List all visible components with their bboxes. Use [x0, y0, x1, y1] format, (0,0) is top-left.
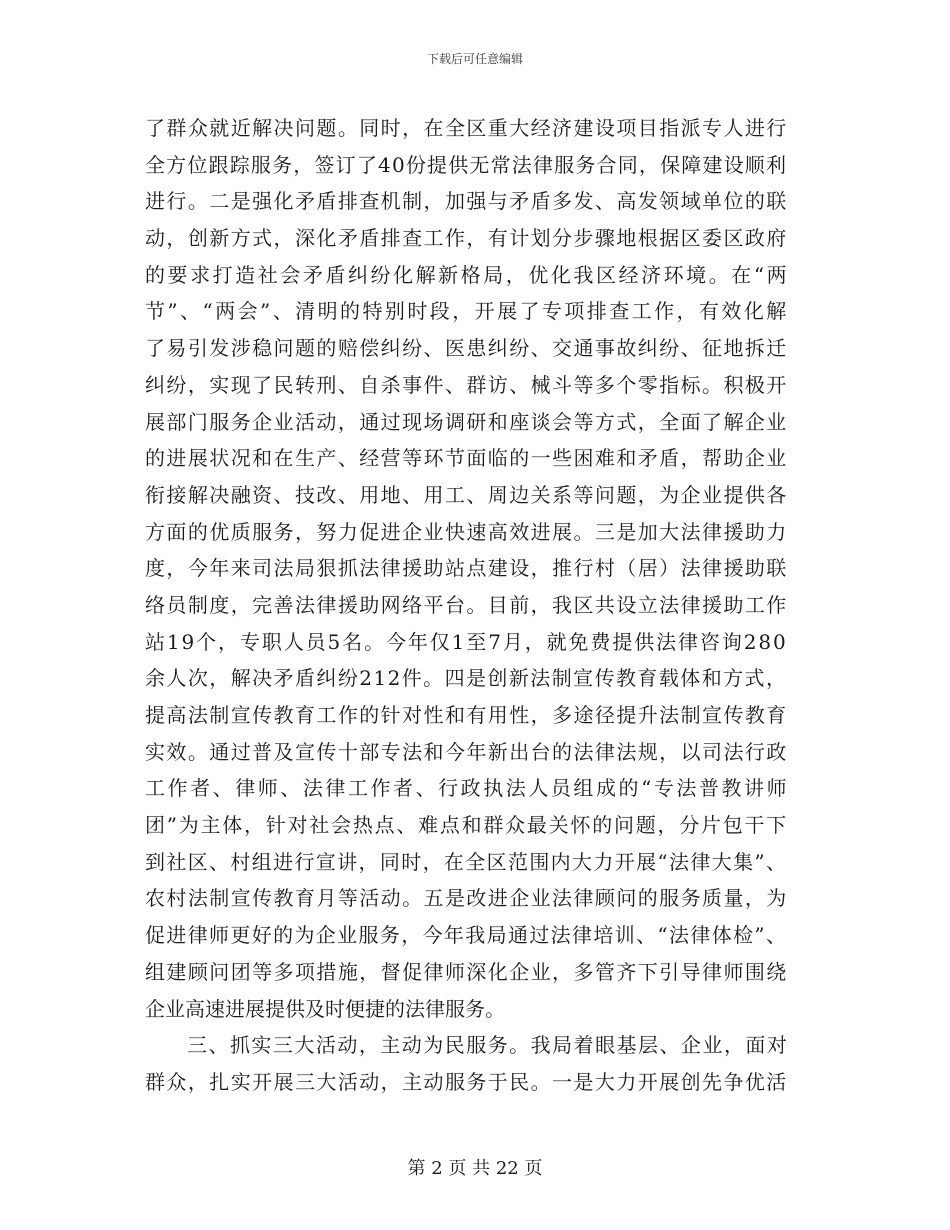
text-line	[145, 697, 795, 734]
line-text: 的要求打造社会矛盾纠纷化解新格局，优化我区经济环境。在“两	[145, 262, 790, 287]
text-line	[145, 110, 795, 147]
text-line	[145, 954, 795, 991]
line-text: 方面的优质服务，努力促进企业快速高效进展。三是加大法律援助力	[145, 519, 788, 544]
text-line	[145, 257, 795, 294]
text-line	[145, 367, 795, 404]
text-line	[145, 440, 795, 477]
line-text: 实效。通过普及宣传十部专法和今年新出台的法律法规，以司法行政	[145, 739, 788, 764]
line-text: 工作者、律师、法律工作者、行政执法人员组成的“专法普教讲师	[145, 776, 790, 801]
line-text: 动，创新方式，深化矛盾排查工作，有计划分步骤地根据区委区政府	[145, 226, 788, 251]
text-line	[145, 404, 795, 441]
text-line	[145, 183, 795, 220]
line-text: 团”为主体，针对社会热点、难点和群众最关怀的问题，分片包干下	[145, 813, 789, 838]
line-text: 节”、“两会”、清明的特别时段，开展了专项排查工作，有效化解	[145, 299, 789, 324]
text-line	[145, 660, 795, 697]
text-line	[145, 293, 795, 330]
text-line	[145, 770, 795, 807]
line-text: 群众，扎实开展三大活动，主动服务于民。一是大力开展创先争优活	[145, 1069, 788, 1094]
line-text: 到社区、村组进行宣讲，同时，在全区范围内大力开展“法律大集”、	[145, 849, 788, 874]
line-text: 三、抓实三大活动，主动为民服务。我局着眼基层、企业，面对	[187, 1033, 789, 1058]
line-text: 的进展状况和在生产、经营等环节面临的一些困难和矛盾，帮助企业	[145, 446, 788, 471]
text-line	[145, 880, 795, 917]
text-line	[145, 807, 795, 844]
text-line	[145, 477, 795, 514]
text-line	[145, 844, 795, 881]
line-text: 组建顾问团等多项措施，督促律师深化企业，多管齐下引导律师围绕	[145, 959, 788, 984]
line-text: 了群众就近解决问题。同时，在全区重大经济建设项目指派专人进行	[145, 116, 788, 140]
text-line	[145, 587, 795, 624]
text-line	[145, 514, 795, 551]
line-text: 站19个，专职人员5名。今年仅1至7月，就免费提供法律咨询280	[145, 629, 788, 654]
page-footer: 第 2 页 共 22 页	[407, 1158, 543, 1179]
line-text: 展部门服务企业活动，通过现场调研和座谈会等方式，全面了解企业	[145, 409, 788, 434]
document-body	[145, 110, 795, 1101]
text-line	[145, 147, 795, 184]
line-text: 度，今年来司法局狠抓法律援助站点建设，推行村（居）法律援助联	[145, 556, 788, 581]
page-header: 下载后可任意编辑	[426, 52, 523, 66]
line-text: 提高法制宣传教育工作的针对性和有用性，多途径提升法制宣传教育	[145, 703, 788, 727]
line-text: 衔接解决融资、技改、用地、用工、周边关系等问题，为企业提供各	[145, 482, 788, 507]
line-text: 促进律师更好的为企业服务，今年我局通过法律培训、“法律体检”、	[145, 923, 788, 948]
text-line	[145, 550, 795, 587]
line-text: 了易引发涉稳问题的赔偿纠纷、医患纠纷、交通事故纠纷、征地拆迁	[145, 336, 788, 361]
text-line	[145, 624, 795, 661]
line-text: 企业高速进展提供及时便捷的法律服务。	[145, 996, 505, 1021]
line-text: 农村法制宣传教育月等活动。五是改进企业法律顾问的服务质量，为	[145, 886, 788, 911]
line-text: 络员制度，完善法律援助网络平台。目前，我区共设立法律援助工作	[145, 592, 788, 617]
line-text: 全方位跟踪服务，签订了40份提供无常法律服务合同，保障建设顺利	[145, 152, 788, 177]
line-text: 纠纷，实现了民转刑、自杀事件、群访、械斗等多个零指标。积极开	[145, 372, 788, 397]
text-line	[145, 220, 795, 257]
text-line	[145, 734, 795, 771]
line-text: 进行。二是强化矛盾排查机制，加强与矛盾多发、高发领域单位的联	[145, 189, 788, 214]
text-line	[145, 991, 795, 1028]
text-line	[145, 917, 795, 954]
text-line	[145, 330, 795, 367]
text-line	[145, 1027, 795, 1064]
text-line	[145, 1064, 795, 1101]
line-text: 余人次，解决矛盾纠纷212件。四是创新法制宣传教育载体和方式，	[145, 666, 788, 691]
